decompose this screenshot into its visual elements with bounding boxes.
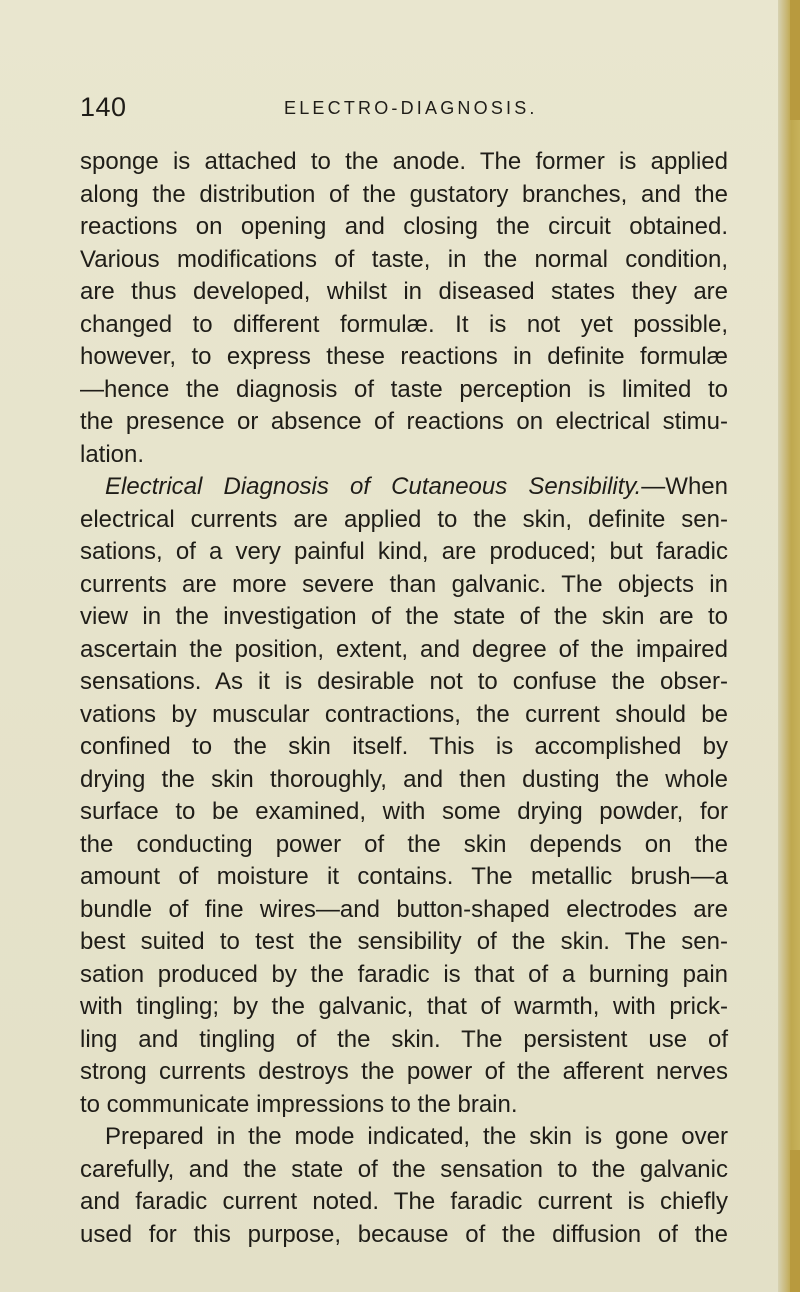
text-line: sation produced by the faradic is that of a burning pain bbox=[80, 960, 728, 988]
text-line: however, to express these reactions in definite formulæ bbox=[80, 343, 728, 370]
text-line: the presence or absence of reactions on electrical stimu- bbox=[80, 408, 728, 435]
text-line: along the distribution of the gustatory branches, and the bbox=[80, 180, 728, 208]
text-line: strong currents destroys the power of the afferent nerves bbox=[80, 1058, 728, 1085]
page-edge-tab bbox=[790, 1150, 800, 1292]
text-line: lation. bbox=[80, 440, 145, 468]
text-line: bundle of fine wires—and button-shaped electrodes are bbox=[80, 895, 728, 923]
page-number: 140 bbox=[80, 92, 127, 122]
text-line: used for this purpose, because of the diffusion of the bbox=[80, 1220, 728, 1248]
text-line: surface to be examined, with some drying powder, for bbox=[80, 798, 728, 825]
text-line: sations, of a very painful kind, are produced; but faradic bbox=[80, 538, 728, 565]
page-edge-tab bbox=[790, 0, 800, 120]
text-line: best suited to test the sensibility of the skin. The sen- bbox=[80, 928, 728, 955]
text-line: ascertain the position, extent, and degree of the impaired bbox=[80, 635, 728, 663]
text-line: confined to the skin itself. This is accomplished by bbox=[80, 733, 728, 760]
text-line: with tingling; by the galvanic, that of warmth, with prick- bbox=[80, 993, 728, 1020]
text-line: —hence the diagnosis of taste perception is limited to bbox=[80, 375, 728, 403]
text-line: changed to different formulæ. It is not yet possible, bbox=[80, 310, 728, 338]
text-line: reactions on opening and closing the circuit obtained. bbox=[80, 213, 728, 240]
text-line: view in the investigation of the state of the skin are to bbox=[80, 603, 728, 630]
text-line: sensations. As it is desirable not to confuse the obser- bbox=[80, 668, 728, 695]
text-line: currents are more severe than galvanic. The objects in bbox=[80, 570, 728, 598]
text-line: electrical currents are applied to the skin, definite sen- bbox=[80, 505, 728, 533]
page-header bbox=[80, 92, 728, 124]
text-line: carefully, and the state of the sensation to the galvanic bbox=[80, 1155, 728, 1183]
section-lead: —When bbox=[641, 473, 728, 500]
text-line: are thus developed, whilst in diseased states they are bbox=[80, 278, 728, 305]
section-heading-line bbox=[80, 471, 728, 504]
body-text bbox=[80, 146, 728, 1251]
text-line: amount of moisture it contains. The metallic brush—a bbox=[80, 863, 728, 890]
text-line: sponge is attached to the anode. The former is applied bbox=[80, 148, 728, 175]
page-edge-shadow bbox=[778, 0, 800, 1292]
text-line: to communicate impressions to the brain. bbox=[80, 1090, 518, 1118]
text-line: ling and tingling of the skin. The persistent use of bbox=[80, 1025, 728, 1053]
text-line: the conducting power of the skin depends on the bbox=[80, 830, 728, 858]
text-line: Various modifications of taste, in the normal condition, bbox=[80, 245, 728, 273]
text-line: vations by muscular contractions, the current should be bbox=[80, 700, 728, 728]
section-heading: Electrical Diagnosis of Cutaneous Sensibility. bbox=[105, 473, 642, 500]
text-line: and faradic current noted. The faradic current is chiefly bbox=[80, 1188, 728, 1215]
text-line: drying the skin thoroughly, and then dusting the whole bbox=[80, 765, 728, 793]
text-line: Prepared in the mode indicated, the skin is gone over bbox=[105, 1123, 728, 1150]
running-head: ELECTRO-DIAGNOSIS. bbox=[284, 98, 538, 118]
